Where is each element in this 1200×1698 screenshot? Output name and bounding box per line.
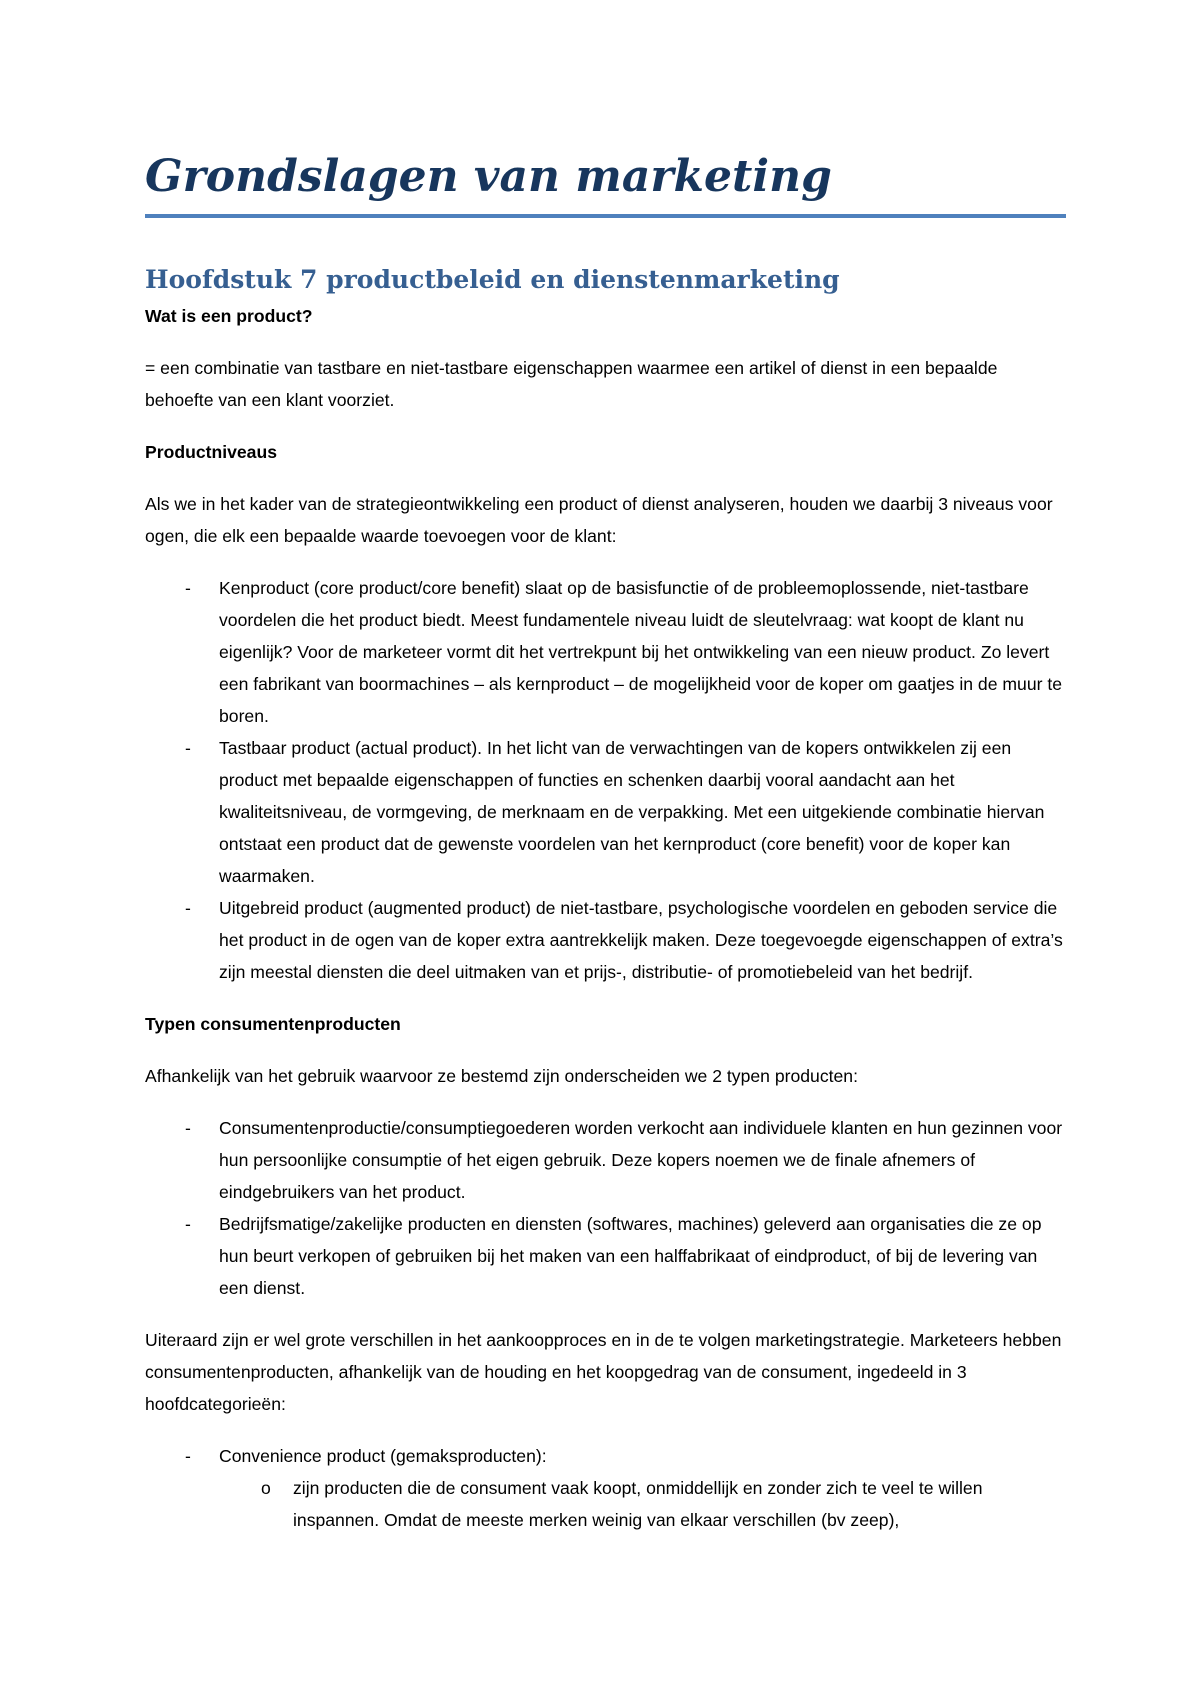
typen-intro: Afhankelijk van het gebruik waarvoor ze bestemd zijn onderscheiden we 2 typen producten: (145, 1066, 858, 1086)
list-item (145, 1440, 1065, 1536)
bullet-dash: - (185, 738, 191, 758)
bullet-dash: - (185, 578, 191, 598)
sublist-item (219, 1472, 1065, 1536)
convenience-sublist (219, 1472, 1065, 1536)
list-item (145, 1112, 1065, 1208)
title-underline (145, 214, 1066, 218)
list-item-text: Consumentenproductie/consumptiegoederen worden verkocht aan individuele klanten en hun gezinnen voor hun persoonlijke consumptie of het eigen gebruik. Deze kopers noemen we de finale afnemers of eindgebruikers van het product. (219, 1118, 1063, 1202)
product-definition: = een combinatie van tastbare en niet-tastbare eigenschappen waarmee een artikel of dienst in een bepaalde behoefte van een klant voorziet. (145, 358, 998, 410)
sublist-item-text: zijn producten die de consument vaak koopt, onmiddellijk en zonder zich te veel te willen inspannen. Omdat de meeste merken weinig van elkaar verschillen (bv zeep), (293, 1478, 983, 1530)
question-heading: Wat is een product? (145, 306, 313, 326)
categorieen-list (145, 1440, 1065, 1536)
document-title: Grondslagen van marketing (145, 151, 832, 202)
list-item-text: Bedrijfsmatige/zakelijke producten en diensten (softwares, machines) geleverd aan organisaties die ze op hun beurt verkopen of gebruiken bij het maken van een halffabrikaat of eindproduct, of bij de levering van een dienst. (219, 1214, 1042, 1298)
productniveaus-heading: Productniveaus (145, 442, 277, 462)
typen-heading: Typen consumentenproducten (145, 1014, 401, 1034)
bullet-dash: - (185, 1214, 191, 1234)
productniveaus-intro: Als we in het kader van de strategieontwikkeling een product of dienst analyseren, houden we daarbij 3 niveaus voor ogen, die elk een bepaalde waarde toevoegen voor de klant: (145, 494, 1053, 546)
list-item-text: Kenproduct (core product/core benefit) slaat op de basisfunctie of de probleemoplossende, niet-tastbare voordelen die het product biedt. Meest fundamentele niveau luidt de sleutelvraag: wat koopt de klant nu eigenlijk? Voor de marketeer vormt dit het vertrekpunt bij het ontwikkeling van een nieuw product. Zo levert een fabrikant van boormachines – als kernproduct – de mogelijkheid voor de koper om gaatjes in de muur te boren. (219, 578, 1063, 726)
list-item (145, 572, 1065, 732)
bullet-circle: o (261, 1478, 271, 1498)
productniveaus-list (145, 572, 1065, 988)
bullet-dash: - (185, 898, 191, 918)
list-item (145, 732, 1065, 892)
list-item (145, 1208, 1065, 1304)
list-item (145, 892, 1065, 988)
chapter-heading: Hoofdstuk 7 productbeleid en dienstenmarketing (145, 265, 840, 294)
list-item-text: Tastbaar product (actual product). In het licht van de verwachtingen van de kopers ontwikkelen zij een product met bepaalde eigenschappen of functies en schenken daarbij vooral aandacht aan het kwaliteitsniveau, de vormgeving, de merknaam en de verpakking. Met een uitgekiende combinatie hiervan ontstaat een product dat de gewenste voordelen van het kernproduct (core benefit) voor de koper kan waarmaken. (219, 738, 1045, 886)
list-item-text: Convenience product (gemaksproducten): (219, 1446, 547, 1466)
bullet-dash: - (185, 1446, 191, 1466)
uiteraard-paragraph: Uiteraard zijn er wel grote verschillen in het aankoopproces en in de te volgen marketingstrategie. Marketeers hebben consumentenproducten, afhankelijk van de houding en het koopgedrag van de consument, ingedeeld in 3 hoofdcategorieën: (145, 1330, 1062, 1414)
bullet-dash: - (185, 1118, 191, 1138)
list-item-text: Uitgebreid product (augmented product) de niet-tastbare, psychologische voordelen en geboden service die het product in de ogen van de koper extra aantrekkelijk maken. Deze toegevoegde eigenschappen of extra’s zijn meestal diensten die deel uitmaken van et prijs-, distributie- of promotiebeleid van het bedrijf. (219, 898, 1063, 982)
typen-list (145, 1112, 1065, 1304)
page-content (145, 148, 1065, 1536)
